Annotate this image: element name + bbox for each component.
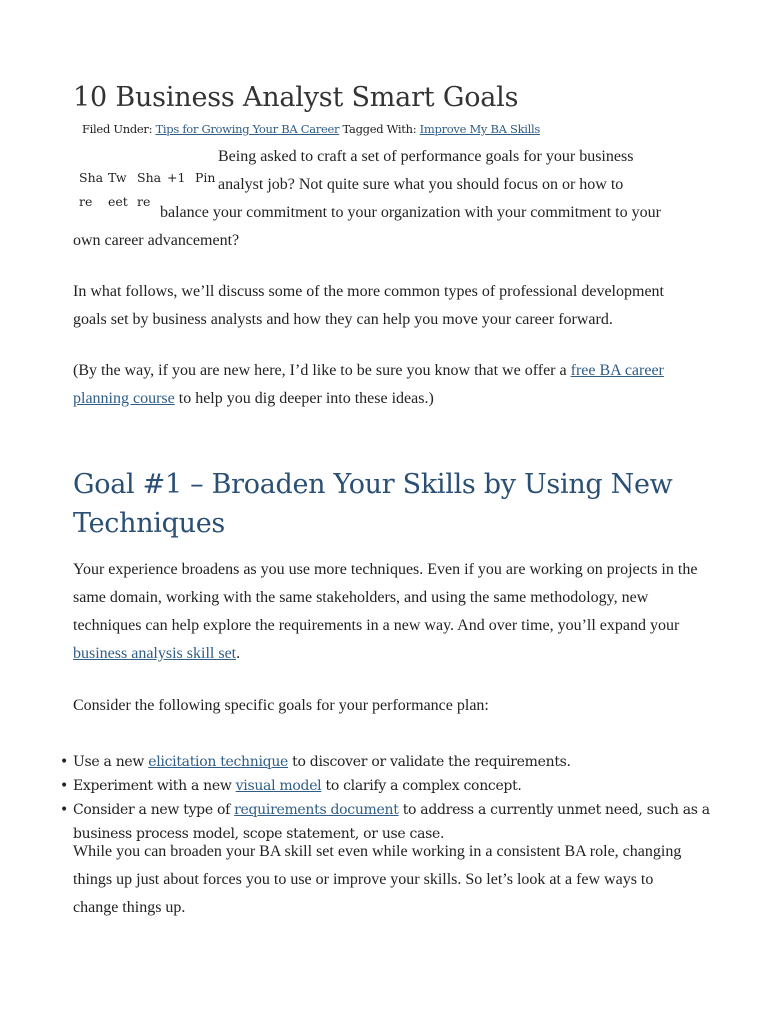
- paragraph: In what follows, we’ll discuss some of the more common types of professional development goals set by business analysts and how they can help you move your career forward.: [73, 283, 664, 328]
- tagged-with-label: Tagged With:: [342, 122, 417, 136]
- paragraph-course: [73, 357, 698, 413]
- plus-one-button[interactable]: +1: [167, 170, 186, 185]
- intro-line-2: analyst job? Not quite sure what you should focus on or how to: [218, 176, 624, 193]
- free-ba-career-planning-course-link[interactable]: free BA career planning course: [73, 362, 664, 407]
- tagged-with-link[interactable]: Improve My BA Skills: [419, 122, 540, 136]
- bullet-text-after: to discover or validate the requirements.: [288, 754, 571, 770]
- share2-label-bottom: re: [137, 194, 151, 209]
- requirements-document-link[interactable]: requirements document: [234, 802, 399, 818]
- bullet-text-after: to clarify a complex concept.: [321, 778, 522, 794]
- visual-model-link[interactable]: visual model: [235, 778, 322, 794]
- share-button-linkedin[interactable]: [137, 170, 161, 209]
- bullet-text-before: Use a new: [73, 754, 149, 770]
- filed-under-link[interactable]: Tips for Growing Your BA Career: [155, 122, 340, 136]
- bullet-text-before: Experiment with a new: [73, 778, 236, 794]
- elicitation-technique-link[interactable]: elicitation technique: [148, 754, 289, 770]
- goal-1-closing-paragraph: While you can broaden your BA skill set even while working in a consistent BA role, changing things up just about forces you to use or improve your skills. So let’s look at a few ways to change things up.: [73, 843, 682, 916]
- goal-1-consider-paragraph: Consider the following specific goals for your performance plan:: [73, 697, 489, 714]
- tweet-label-top: Tw: [108, 170, 127, 185]
- share-label-top: Sha: [79, 170, 104, 185]
- intro-line-3: balance your commitment to your organization with your commitment to your: [160, 204, 661, 221]
- bullet-text-before: Consider a new type of: [73, 802, 235, 818]
- goal-1-text-before: Your experience broadens as you use more techniques. Even if you are working on projects in the same domain, working with the same stakeholders, and using the same methodology, new techniques can help explore the requirements in a new way. And over time, you’ll expand your: [73, 561, 698, 634]
- pin-button[interactable]: Pin: [195, 170, 216, 185]
- bullet-text-after: to address a currently unmet need, such as a business process model, scope statement, or use case.: [73, 802, 710, 842]
- list-item: [73, 750, 713, 774]
- share-label-bottom: re: [79, 194, 93, 209]
- goal-1-text-after: .: [236, 645, 241, 662]
- intro-line-4: own career advancement?: [73, 232, 240, 249]
- course-text-after: to help you dig deeper into these ideas.): [174, 390, 434, 407]
- section-heading-goal-1: Goal #1 – Broaden Your Skills by Using New Techniques: [73, 469, 673, 539]
- course-text-before: (By the way, if you are new here, I’d like to be sure you know that we offer a: [73, 362, 571, 379]
- tweet-label-bottom: eet: [108, 194, 128, 209]
- intro-line-1: Being asked to craft a set of performance goals for your business: [218, 148, 634, 165]
- list-item: [73, 774, 713, 798]
- share2-label-top: Sha: [137, 170, 162, 185]
- filed-under-label: Filed Under:: [82, 122, 153, 136]
- share-button-twitter[interactable]: [108, 170, 128, 209]
- share-button-facebook[interactable]: [79, 170, 103, 209]
- goal-1-bullet-list: [73, 750, 713, 846]
- post-meta: [82, 122, 540, 136]
- page-title: 10 Business Analyst Smart Goals: [73, 82, 519, 113]
- goal-1-paragraph: [73, 556, 698, 668]
- business-analysis-skill-set-link[interactable]: business analysis skill set: [73, 645, 237, 662]
